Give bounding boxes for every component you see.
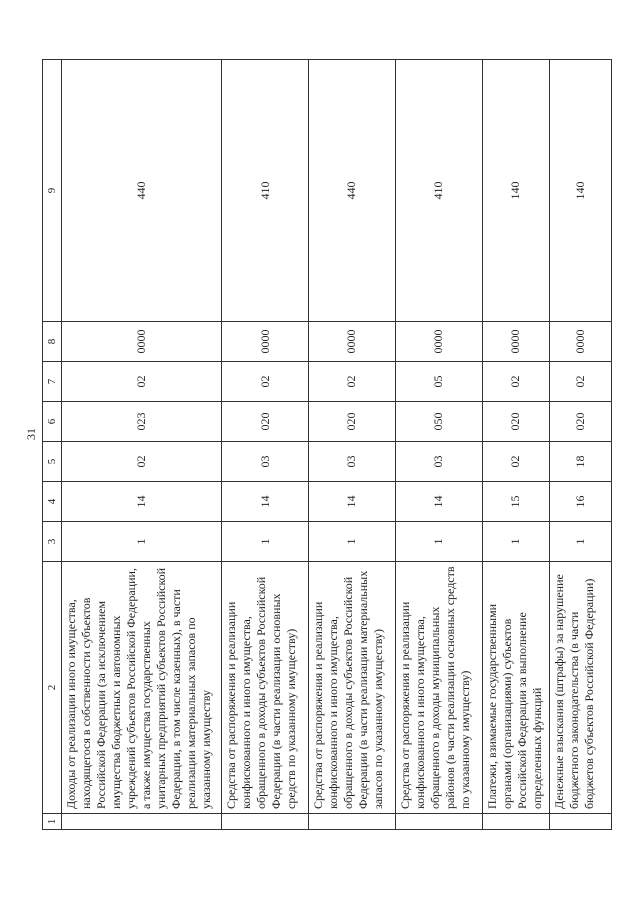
header-col-5: 5 — [43, 442, 62, 482]
header-col-9: 9 — [43, 60, 62, 322]
row-5-col-1 — [482, 814, 549, 830]
row-5-col-8: 0000 — [482, 322, 549, 362]
header-col-2: 2 — [43, 562, 62, 814]
header-row — [43, 60, 62, 830]
row-6-col-7: 02 — [549, 362, 611, 402]
row-2-col-8: 0000 — [222, 322, 309, 362]
header-col-4: 4 — [43, 482, 62, 522]
row-5-col-9: 140 — [482, 60, 549, 322]
row-6-col-4: 16 — [549, 482, 611, 522]
row-1-col-1 — [62, 814, 222, 830]
header-col-7: 7 — [43, 362, 62, 402]
row-5-col-5: 02 — [482, 442, 549, 482]
row-2-col-6: 020 — [222, 402, 309, 442]
row-1-col-7: 02 — [62, 362, 222, 402]
row-2-col-7: 02 — [222, 362, 309, 402]
row-4-col-9: 410 — [395, 60, 482, 322]
row-1-col-8: 0000 — [62, 322, 222, 362]
table-row — [395, 60, 482, 830]
budget-codes-table — [42, 59, 612, 830]
row-5-col-3: 1 — [482, 522, 549, 562]
row-3-col-1 — [309, 814, 396, 830]
row-2-col-3: 1 — [222, 522, 309, 562]
row-3-description: Средства от распоряжения и реализации конфискованного и иного имущества, обращенного в доходы субъектов Российской Федерации (в части реализации материальных запасов по указанному имуществу) — [309, 562, 396, 814]
row-3-col-6: 020 — [309, 402, 396, 442]
row-4-col-4: 14 — [395, 482, 482, 522]
header-col-3: 3 — [43, 522, 62, 562]
table-row — [62, 60, 222, 830]
row-3-col-4: 14 — [309, 482, 396, 522]
row-4-col-5: 03 — [395, 442, 482, 482]
row-4-col-7: 05 — [395, 362, 482, 402]
header-col-8: 8 — [43, 322, 62, 362]
row-6-description: Денежные взыскания (штрафы) за нарушение бюджетного законодательства (в части бюджетов субъектов Российской Федерации) — [549, 562, 611, 814]
row-6-col-8: 0000 — [549, 322, 611, 362]
row-3-col-9: 440 — [309, 60, 396, 322]
header-col-1: 1 — [43, 814, 62, 830]
row-6-col-6: 020 — [549, 402, 611, 442]
row-6-col-1 — [549, 814, 611, 830]
table-row — [549, 60, 611, 830]
row-3-col-5: 03 — [309, 442, 396, 482]
row-6-col-9: 140 — [549, 60, 611, 322]
row-5-description: Платежи, взимаемые государственными органами (организациями) субъектов Российской Федерации за выполнение определенных функций — [482, 562, 549, 814]
header-col-6: 6 — [43, 402, 62, 442]
row-6-col-3: 1 — [549, 522, 611, 562]
row-2-col-5: 03 — [222, 442, 309, 482]
page-number: 31 — [24, 428, 38, 440]
row-2-col-1 — [222, 814, 309, 830]
row-4-col-6: 050 — [395, 402, 482, 442]
row-4-description: Средства от распоряжения и реализации конфискованного и иного имущества, обращенного в доходы муниципальных районов (в части реализации основных средств по указанному имуществу) — [395, 562, 482, 814]
row-3-col-3: 1 — [309, 522, 396, 562]
row-3-col-8: 0000 — [309, 322, 396, 362]
row-5-col-4: 15 — [482, 482, 549, 522]
row-5-col-7: 02 — [482, 362, 549, 402]
row-6-col-5: 18 — [549, 442, 611, 482]
row-5-col-6: 020 — [482, 402, 549, 442]
row-4-col-3: 1 — [395, 522, 482, 562]
row-2-col-4: 14 — [222, 482, 309, 522]
row-2-col-9: 410 — [222, 60, 309, 322]
row-1-col-3: 1 — [62, 522, 222, 562]
row-4-col-8: 0000 — [395, 322, 482, 362]
row-1-col-4: 14 — [62, 482, 222, 522]
row-4-col-1 — [395, 814, 482, 830]
row-1-col-9: 440 — [62, 60, 222, 322]
row-3-col-7: 02 — [309, 362, 396, 402]
row-1-description: Доходы от реализации иного имущества, находящегося в собственности субъектов Российской Федерации (за исключением имущества бюджетных и автономных учреждений субъектов Российской Федерации, а также имущества государственных унитарных предприятий субъектов Российской Федерации, в том числе казенных), в части реализации материальных запасов по указанному имуществу — [62, 562, 222, 814]
row-1-col-5: 02 — [62, 442, 222, 482]
row-2-description: Средства от распоряжения и реализации конфискованного и иного имущества, обращенного в доходы субъектов Российской Федерации (в части реализации основных средств по указанному имуществу) — [222, 562, 309, 814]
row-1-col-6: 023 — [62, 402, 222, 442]
rotated-table-sheet — [42, 60, 612, 830]
table-row — [309, 60, 396, 830]
table-row — [222, 60, 309, 830]
table-row — [482, 60, 549, 830]
